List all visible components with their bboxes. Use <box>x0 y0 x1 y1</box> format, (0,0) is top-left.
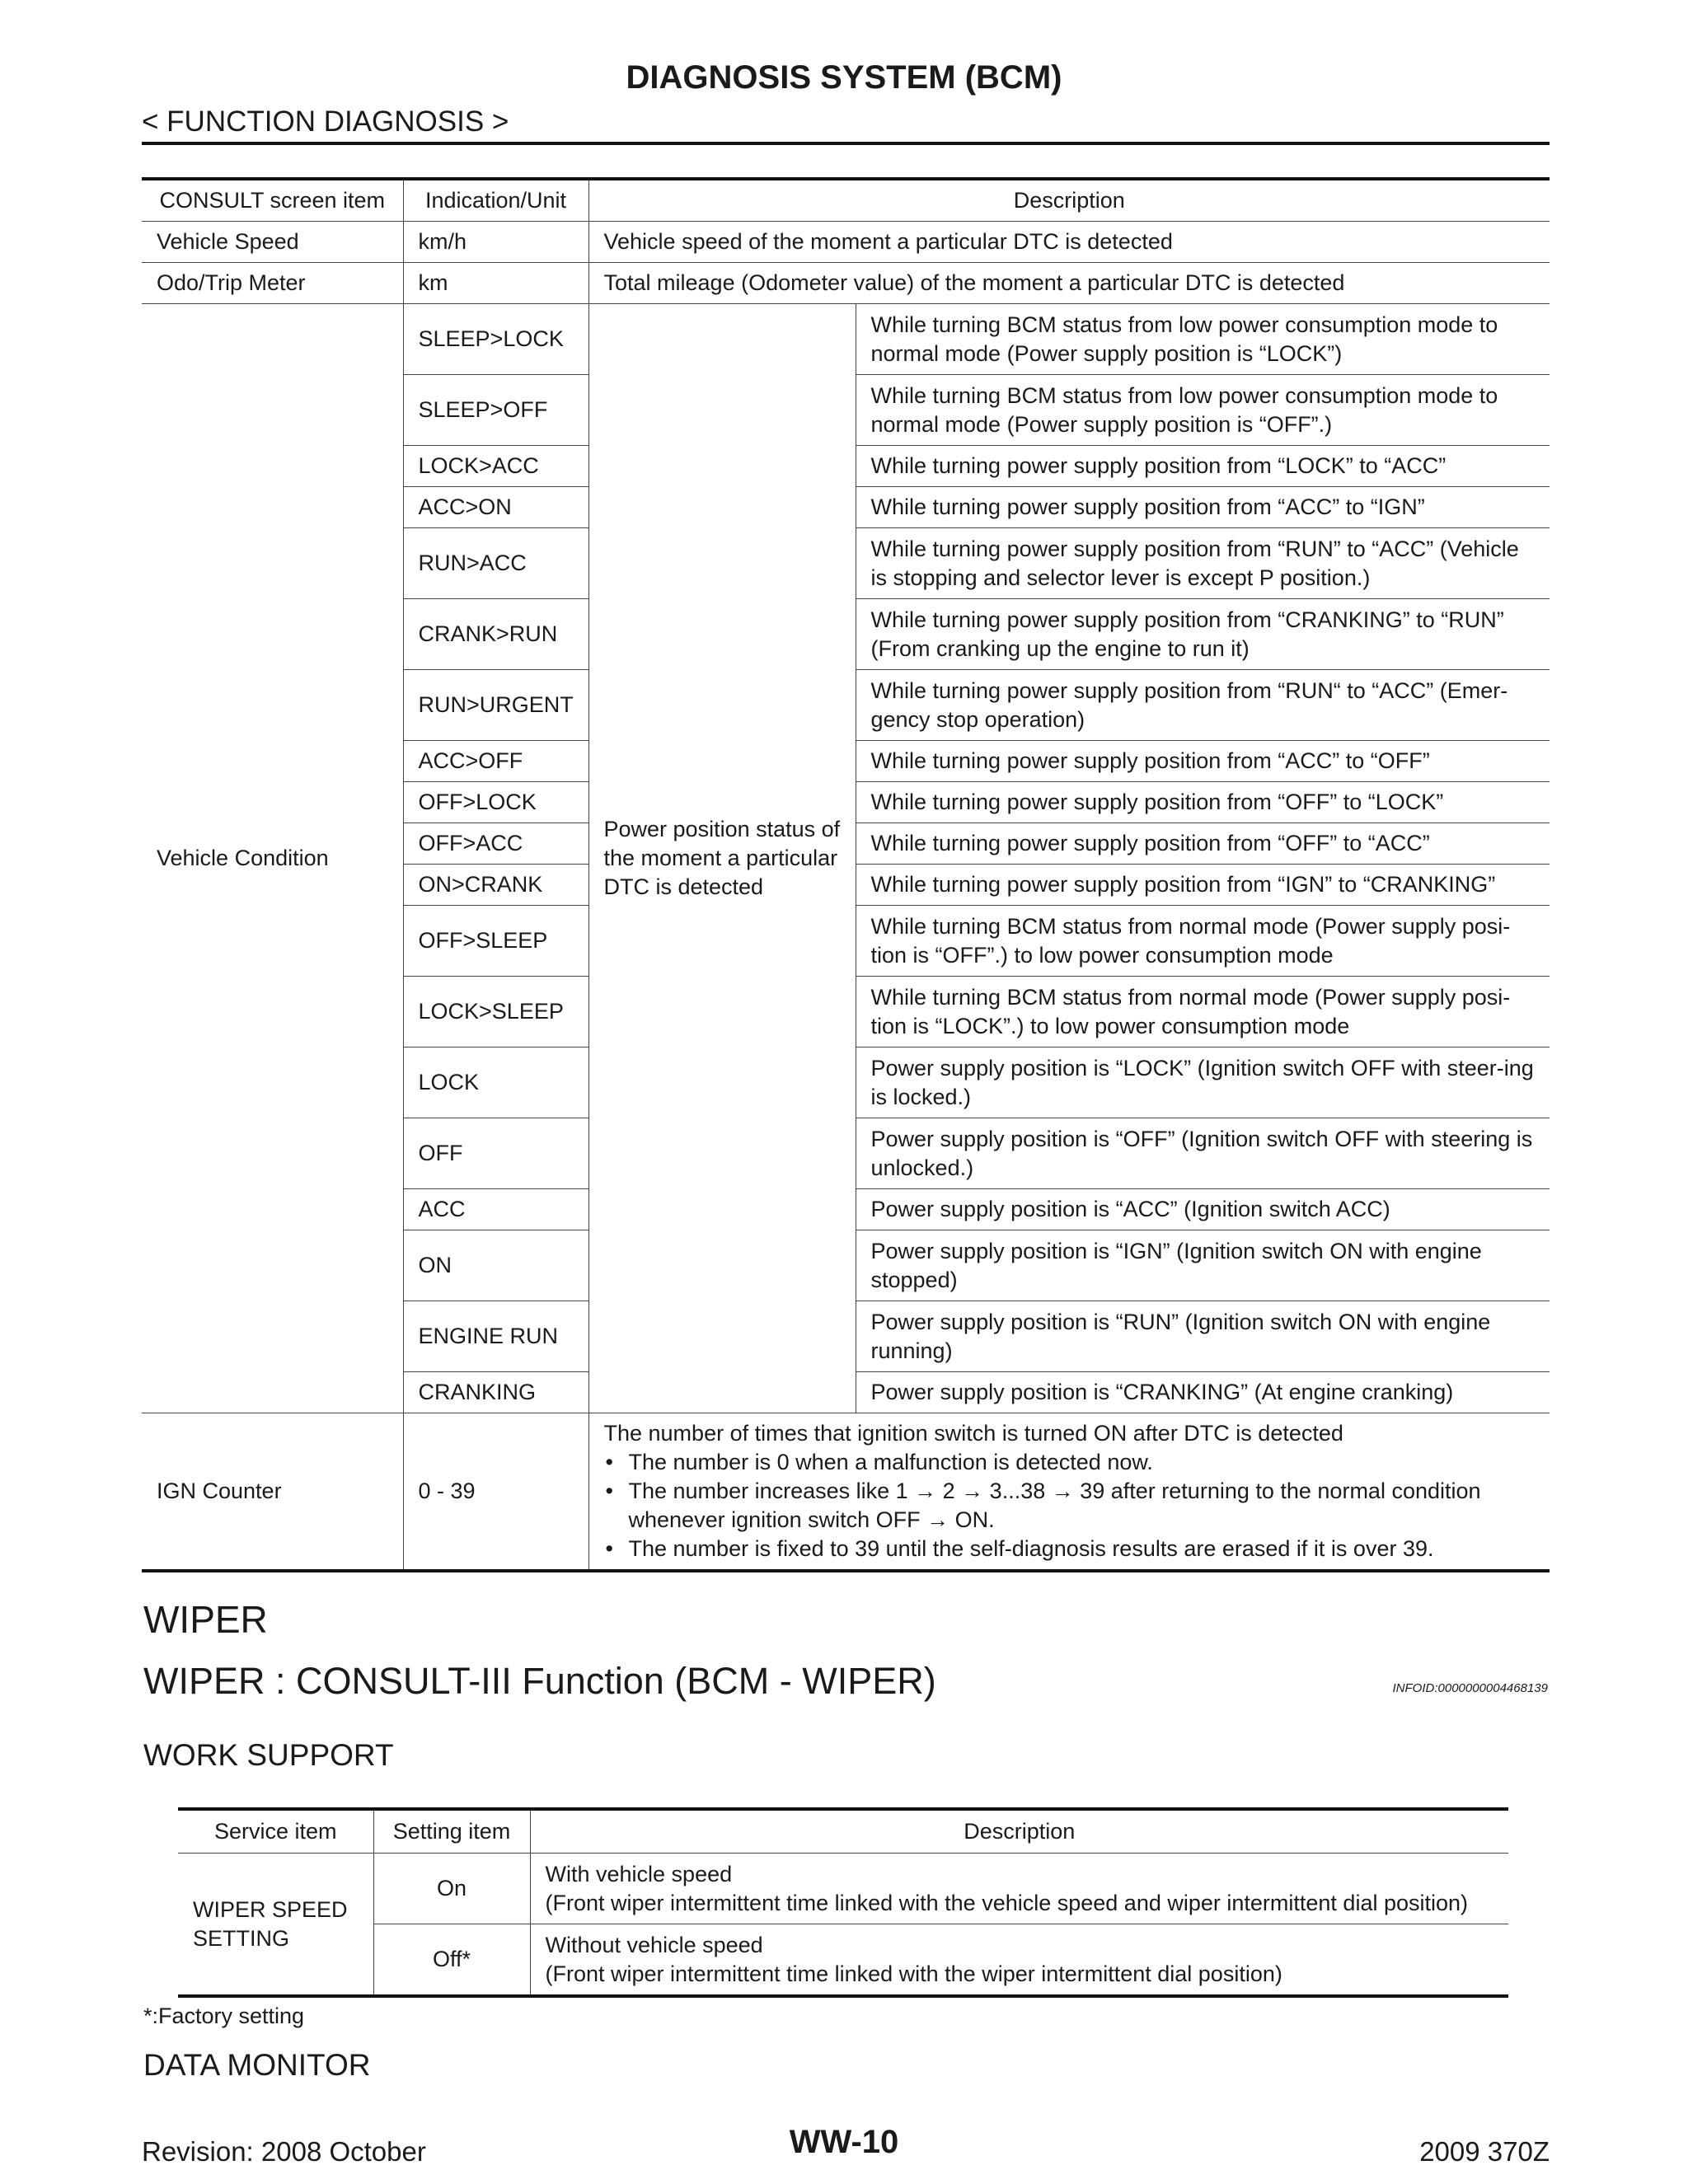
unit-cell: OFF>SLEEP <box>403 906 588 977</box>
ign-counter-description <box>588 1413 1550 1572</box>
description-cell: Power supply position is “LOCK” (Ignition switch OFF with steer-ing is locked.) <box>856 1047 1550 1118</box>
service-item-cell: WIPER SPEED SETTING <box>178 1854 373 1997</box>
unit-cell: km <box>403 263 588 304</box>
description-cell: Power supply position is “RUN” (Ignition switch ON with engine running) <box>856 1301 1550 1372</box>
table-row <box>178 1924 1508 1997</box>
description-line: Without vehicle speed <box>545 1932 763 1957</box>
col-header-description: Description <box>588 179 1550 222</box>
description-cell: Power supply position is “ACC” (Ignition switch ACC) <box>856 1189 1550 1230</box>
setting-cell: Off* <box>373 1924 530 1997</box>
description-cell: Power supply position is “OFF” (Ignition switch OFF with steering is unlocked.) <box>856 1118 1550 1189</box>
unit-cell: ENGINE RUN <box>403 1301 588 1372</box>
unit-cell: 0 - 39 <box>403 1413 588 1572</box>
description-cell: While turning power supply position from “ACC” to “OFF” <box>856 741 1550 782</box>
description-cell: While turning power supply position from “LOCK” to “ACC” <box>856 446 1550 487</box>
unit-cell: LOCK>SLEEP <box>403 977 588 1047</box>
description-line: (Front wiper intermittent time linked with the vehicle speed and wiper intermittent dial position) <box>545 1890 1469 1915</box>
unit-cell: RUN>URGENT <box>403 670 588 741</box>
unit-cell: ACC>OFF <box>403 741 588 782</box>
unit-cell: ACC>ON <box>403 487 588 528</box>
col-header-indication-unit: Indication/Unit <box>403 179 588 222</box>
col-header-description: Description <box>530 1809 1508 1854</box>
power-position-note: Power position status of the moment a particular DTC is detected <box>588 304 856 1413</box>
work-support-table <box>178 1807 1508 1998</box>
header-rule <box>142 142 1550 145</box>
footer-model: 2009 370Z <box>1419 2136 1550 2167</box>
col-header-service-item: Service item <box>178 1809 373 1854</box>
unit-cell: CRANK>RUN <box>403 599 588 670</box>
work-support-heading: WORK SUPPORT <box>143 1738 394 1772</box>
unit-cell: CRANKING <box>403 1372 588 1413</box>
unit-cell: OFF <box>403 1118 588 1189</box>
unit-cell: ON <box>403 1230 588 1301</box>
description-cell: Power supply position is “CRANKING” (At engine cranking) <box>856 1372 1550 1413</box>
consult-data-table <box>142 177 1550 1572</box>
description-cell: While turning power supply position from “OFF” to “ACC” <box>856 823 1550 865</box>
unit-cell: RUN>ACC <box>403 528 588 599</box>
description-cell: While turning power supply position from “ACC” to “IGN” <box>856 487 1550 528</box>
list-item: • The number is 0 when a malfunction is detected now. <box>604 1448 1536 1477</box>
description-line: With vehicle speed <box>545 1861 733 1886</box>
unit-cell: km/h <box>403 222 588 263</box>
ign-counter-bullets <box>604 1448 1536 1563</box>
setting-cell: On <box>373 1854 530 1924</box>
unit-cell: SLEEP>OFF <box>403 375 588 446</box>
page-title: DIAGNOSIS SYSTEM (BCM) <box>626 59 1062 96</box>
table-header-row <box>178 1809 1508 1854</box>
table-row <box>178 1854 1508 1924</box>
description-cell: Power supply position is “IGN” (Ignition switch ON with engine stopped) <box>856 1230 1550 1301</box>
description-cell: While turning power supply position from “RUN” to “ACC” (Vehicle is stopping and selector lever is except P position.) <box>856 528 1550 599</box>
col-header-consult-item: CONSULT screen item <box>142 179 403 222</box>
table-row <box>142 1413 1550 1572</box>
item-cell: Odo/Trip Meter <box>142 263 403 304</box>
table-header-row <box>142 179 1550 222</box>
col-header-setting-item: Setting item <box>373 1809 530 1854</box>
description-cell: Vehicle speed of the moment a particular DTC is detected <box>588 222 1550 263</box>
page-number: WW-10 <box>789 2124 899 2160</box>
unit-cell: OFF>ACC <box>403 823 588 865</box>
table-row <box>142 222 1550 263</box>
ign-counter-intro: The number of times that ignition switch is turned ON after DTC is detected <box>603 1421 1343 1446</box>
description-cell <box>530 1924 1508 1997</box>
description-line: (Front wiper intermittent time linked with the wiper intermittent dial position) <box>545 1961 1282 1986</box>
table-row <box>142 304 1550 375</box>
info-id: INFOID:0000000004468139 <box>1392 1681 1548 1695</box>
unit-cell: ON>CRANK <box>403 865 588 906</box>
list-item: • The number increases like 1 → 2 → 3...38 → 39 after returning to the normal condition whenever ignition switch OFF → ON. <box>604 1477 1536 1535</box>
unit-cell: LOCK>ACC <box>403 446 588 487</box>
list-item: • The number is fixed to 39 until the self-diagnosis results are erased if it is over 39. <box>604 1535 1536 1563</box>
item-cell: Vehicle Speed <box>142 222 403 263</box>
factory-setting-note: *:Factory setting <box>143 2004 305 2028</box>
item-cell: IGN Counter <box>142 1413 403 1572</box>
unit-cell: LOCK <box>403 1047 588 1118</box>
description-cell: While turning power supply position from “IGN” to “CRANKING” <box>856 865 1550 906</box>
vehicle-condition-item: Vehicle Condition <box>142 304 403 1413</box>
data-monitor-heading: DATA MONITOR <box>143 2048 371 2082</box>
description-cell: While turning BCM status from low power consumption mode to normal mode (Power supply position is “OFF”.) <box>856 375 1550 446</box>
description-cell: Total mileage (Odometer value) of the moment a particular DTC is detected <box>588 263 1550 304</box>
description-cell: While turning power supply position from “CRANKING” to “RUN” (From cranking up the engine to run it) <box>856 599 1550 670</box>
unit-cell: SLEEP>LOCK <box>403 304 588 375</box>
wiper-function-title: WIPER : CONSULT-III Function (BCM - WIPER) <box>143 1660 936 1702</box>
table-row <box>142 263 1550 304</box>
description-cell <box>530 1854 1508 1924</box>
unit-cell: ACC <box>403 1189 588 1230</box>
footer-revision: Revision: 2008 October <box>142 2136 426 2167</box>
unit-cell: OFF>LOCK <box>403 782 588 823</box>
description-cell: While turning BCM status from low power consumption mode to normal mode (Power supply position is “LOCK”) <box>856 304 1550 375</box>
description-cell: While turning power supply position from “OFF” to “LOCK” <box>856 782 1550 823</box>
description-cell: While turning BCM status from normal mode (Power supply posi-tion is “LOCK”.) to low power consumption mode <box>856 977 1550 1047</box>
wiper-heading: WIPER <box>143 1598 268 1641</box>
description-cell: While turning BCM status from normal mode (Power supply posi-tion is “OFF”.) to low power consumption mode <box>856 906 1550 977</box>
description-cell: While turning power supply position from “RUN“ to “ACC” (Emer-gency stop operation) <box>856 670 1550 741</box>
section-breadcrumb: < FUNCTION DIAGNOSIS > <box>142 105 509 138</box>
